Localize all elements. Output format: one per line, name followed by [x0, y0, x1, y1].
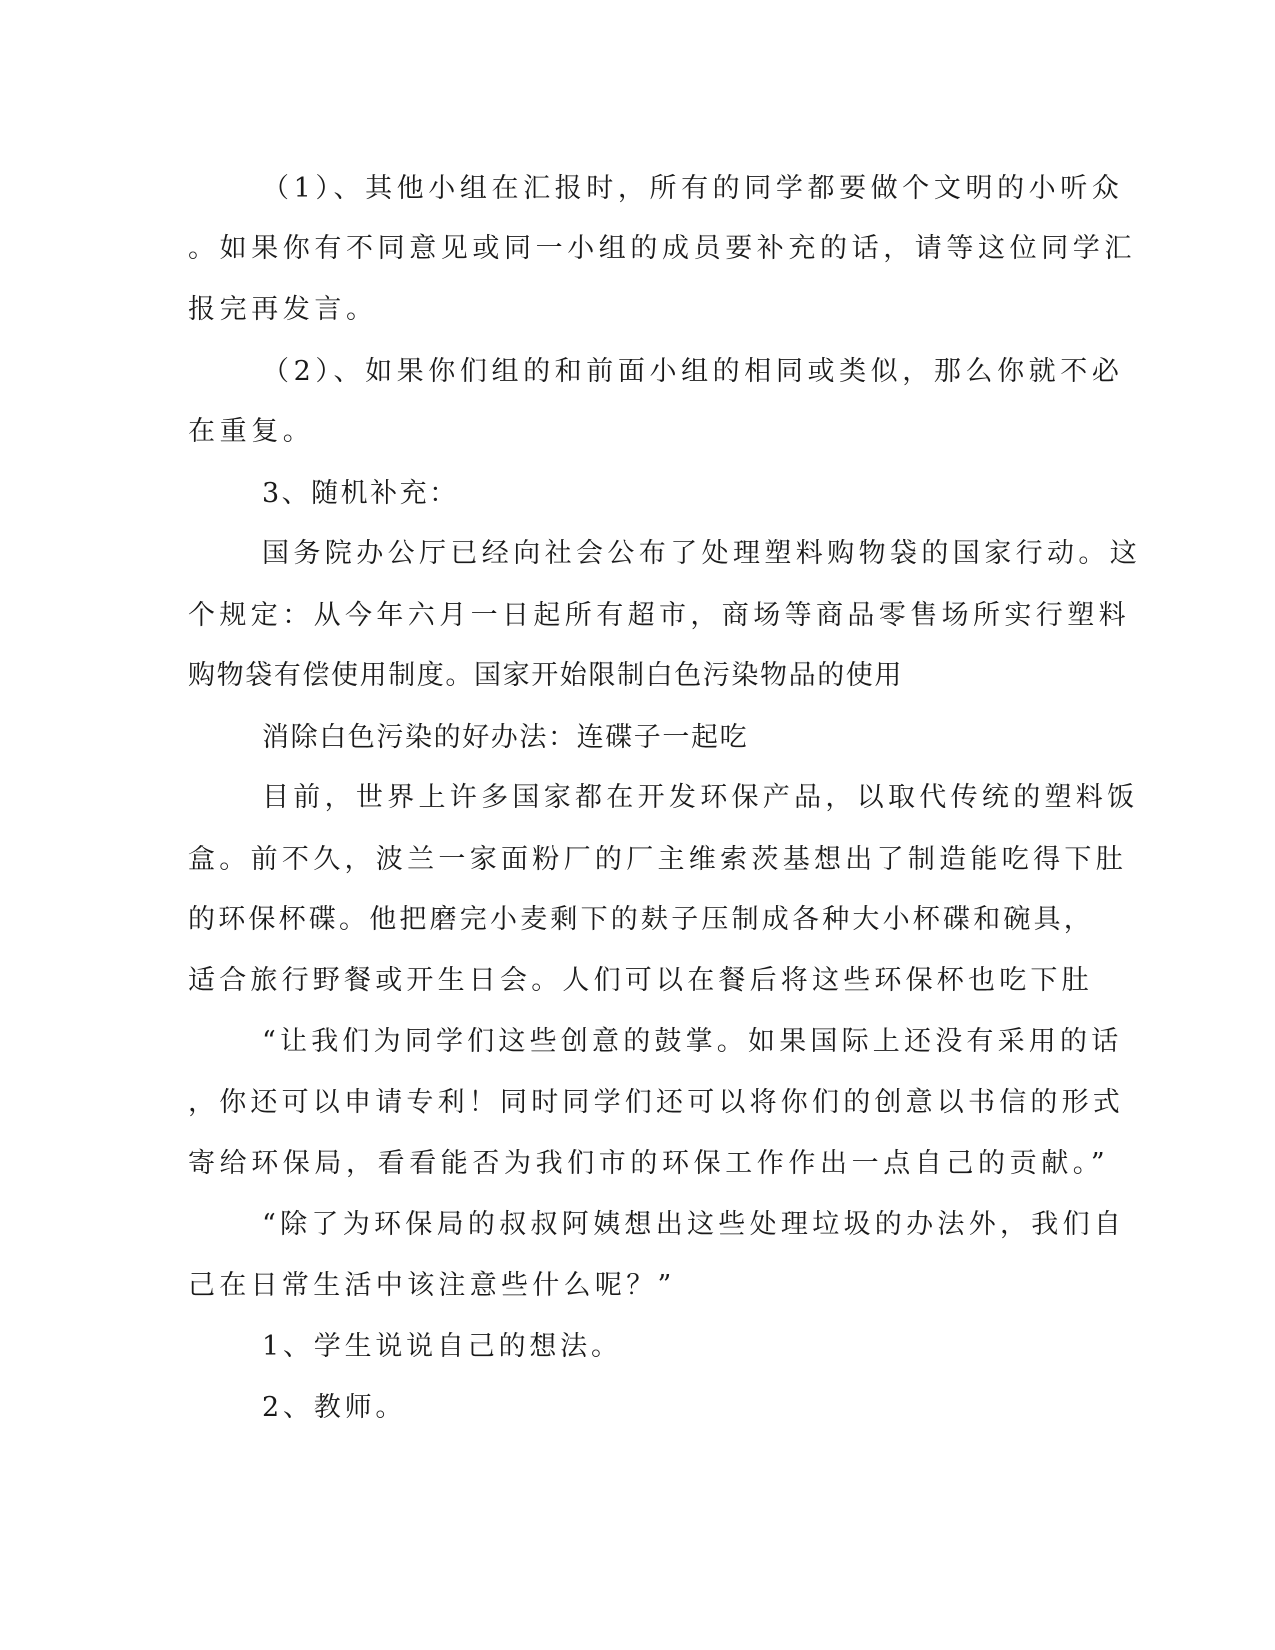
text-line: 个规定：从今年六月一日起所有超市，商场等商品零售场所实行塑料	[188, 600, 1130, 631]
text-line: 购物袋有偿使用制度。国家开始限制白色污染物品的使用	[188, 660, 903, 691]
text-line: 适合旅行野餐或开生日会。人们可以在餐后将这些环保杯也吃下肚	[188, 965, 1093, 996]
text-line: “让我们为同学们这些创意的鼓掌。如果国际上还没有采用的话	[262, 1026, 1123, 1057]
text-line: 寄给环保局，看看能否为我们市的环保工作作出一点自己的贡献。”	[188, 1148, 1110, 1179]
text-line: 2、教师。	[262, 1392, 407, 1423]
text-line: 的环保杯碟。他把磨完小麦剩下的麸子压制成各种大小杯碟和碗具，	[188, 904, 1094, 935]
text-line: 盒。前不久，波兰一家面粉厂的厂主维索茨基想出了制造能吃得下肚	[188, 844, 1127, 875]
text-line: 目前，世界上许多国家都在开发环保产品，以取代传统的塑料饭	[262, 782, 1139, 813]
text-line: （1）、其他小组在汇报时，所有的同学都要做个文明的小听众	[262, 173, 1124, 204]
text-line: 国务院办公厅已经向社会公布了处理塑料购物袋的国家行动。这	[262, 538, 1142, 569]
text-line: 消除白色污染的好办法：连碟子一起吃	[262, 722, 749, 753]
text-line: 。如果你有不同意见或同一小组的成员要补充的话，请等这位同学汇	[188, 233, 1136, 264]
text-line: 在重复。	[188, 416, 315, 447]
text-line: 1、学生说说自己的想法。	[262, 1331, 622, 1362]
text-line: 己在日常生活中该注意些什么呢？”	[188, 1270, 676, 1301]
text-line: 3、随机补充：	[262, 478, 459, 509]
text-line: ，你还可以申请专利！同时同学们还可以将你们的创意以书信的形式	[188, 1087, 1124, 1118]
text-line: 报完再发言。	[188, 294, 378, 325]
text-line: （2）、如果你们组的和前面小组的相同或类似，那么你就不必	[262, 356, 1124, 387]
text-line: “除了为环保局的叔叔阿姨想出这些处理垃圾的办法外，我们自	[262, 1209, 1126, 1240]
